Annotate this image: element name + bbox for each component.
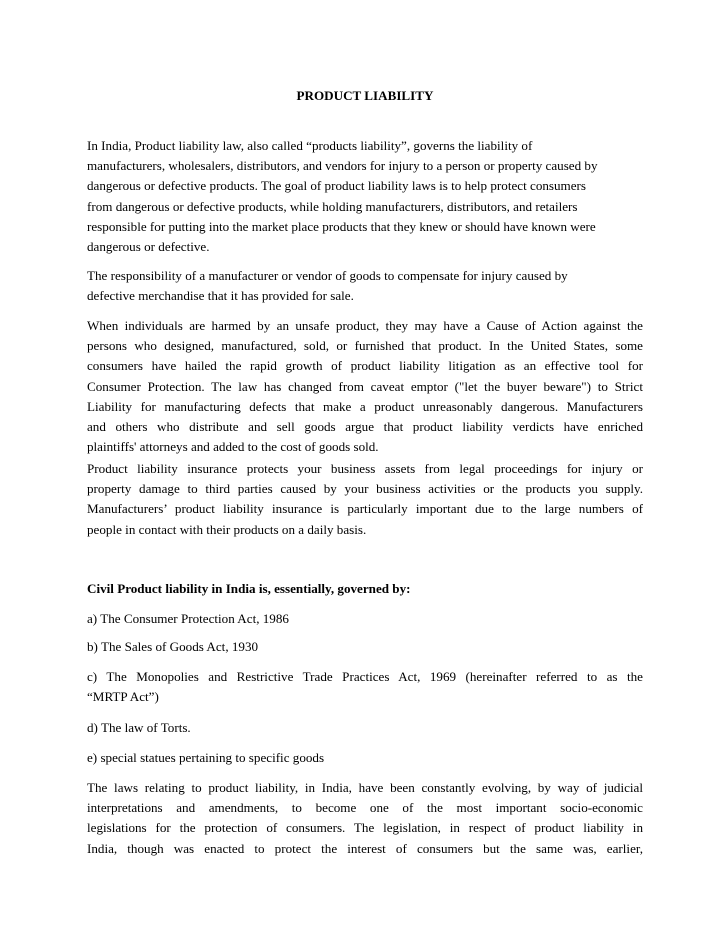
text-line: dangerous or defective products. The goal of product liability laws is to help protect consumers (87, 178, 587, 194)
paragraph-insurance (87, 459, 643, 540)
text-line: e) special statues pertaining to specific goods (87, 750, 325, 765)
text-line: defective merchandise that it has provided for sale. (87, 288, 354, 304)
list-item (87, 609, 643, 629)
text-line: responsible for putting into the market place products that they knew or should have known were (87, 218, 596, 234)
text-line: persons who designed, manufactured, sold, or furnished that product. In the United States, some (87, 338, 643, 354)
text-line: and others who distribute and sell goods argue that product liability verdicts have enriched (87, 419, 643, 435)
list-heading: Civil Product liability in India is, essentially, governed by: (87, 581, 411, 596)
text-line: a) The Consumer Protection Act, 1986 (87, 611, 289, 626)
text-line: people in contact with their products on a daily basis. (87, 521, 367, 537)
paragraph-intro (87, 136, 643, 257)
text-line: manufacturers, wholesalers, distributors, and vendors for injury to a person or property caused by (87, 158, 598, 174)
text-line: c) The Monopolies and Restrictive Trade Practices Act, 1969 (hereinafter referred to as the (87, 669, 643, 684)
text-line: plaintiffs' attorneys and added to the cost of goods sold. (87, 439, 379, 455)
text-line: b) The Sales of Goods Act, 1930 (87, 639, 259, 654)
text-line: In India, Product liability law, also called “products liability”, governs the liability of (87, 138, 533, 153)
list-item (87, 748, 643, 768)
text-line: When individuals are harmed by an unsafe product, they may have a Cause of Action against the (87, 318, 643, 333)
text-line: d) The law of Torts. (87, 720, 191, 735)
text-line: Product liability insurance protects your business assets from legal proceedings for injury or (87, 461, 643, 476)
text-line: The laws relating to product liability, in India, have been constantly evolving, by way of judicial (87, 780, 643, 795)
text-line: property damage to third parties caused by your business activities or the products you supply. (87, 481, 643, 497)
text-line: dangerous or defective. (87, 239, 210, 255)
text-line: Liability for manufacturing defects that make a product unreasonably dangerous. Manufacturers (87, 398, 643, 414)
paragraph-closing (87, 778, 643, 859)
text-line: The responsibility of a manufacturer or vendor of goods to compensate for injury caused by (87, 268, 568, 283)
text-line: “MRTP Act”) (87, 689, 159, 705)
text-line: India, though was enacted to protect the interest of consumers but the same was, earlier, (87, 840, 643, 856)
text-line: Consumer Protection. The law has changed from caveat emptor ("let the buyer beware") to Strict (87, 378, 643, 394)
text-line: from dangerous or defective products, while holding manufacturers, distributors, and retailers (87, 198, 578, 214)
text-line: Manufacturers’ product liability insurance is particularly important due to the large numbers of (87, 501, 643, 517)
list-item (87, 637, 643, 657)
text-line: interpretations and amendments, to become one of the most important socio-economic (87, 800, 643, 816)
text-line: consumers have hailed the rapid growth of product liability litigation as an effective tool for (87, 358, 643, 374)
paragraph-cause-of-action (87, 316, 643, 457)
list-item (87, 667, 643, 707)
list-item (87, 718, 643, 738)
paragraph-responsibility (87, 266, 643, 306)
document-title: PRODUCT LIABILITY (296, 88, 434, 103)
text-line: legislations for the protection of consumers. The legislation, in respect of product liability in (87, 820, 643, 836)
